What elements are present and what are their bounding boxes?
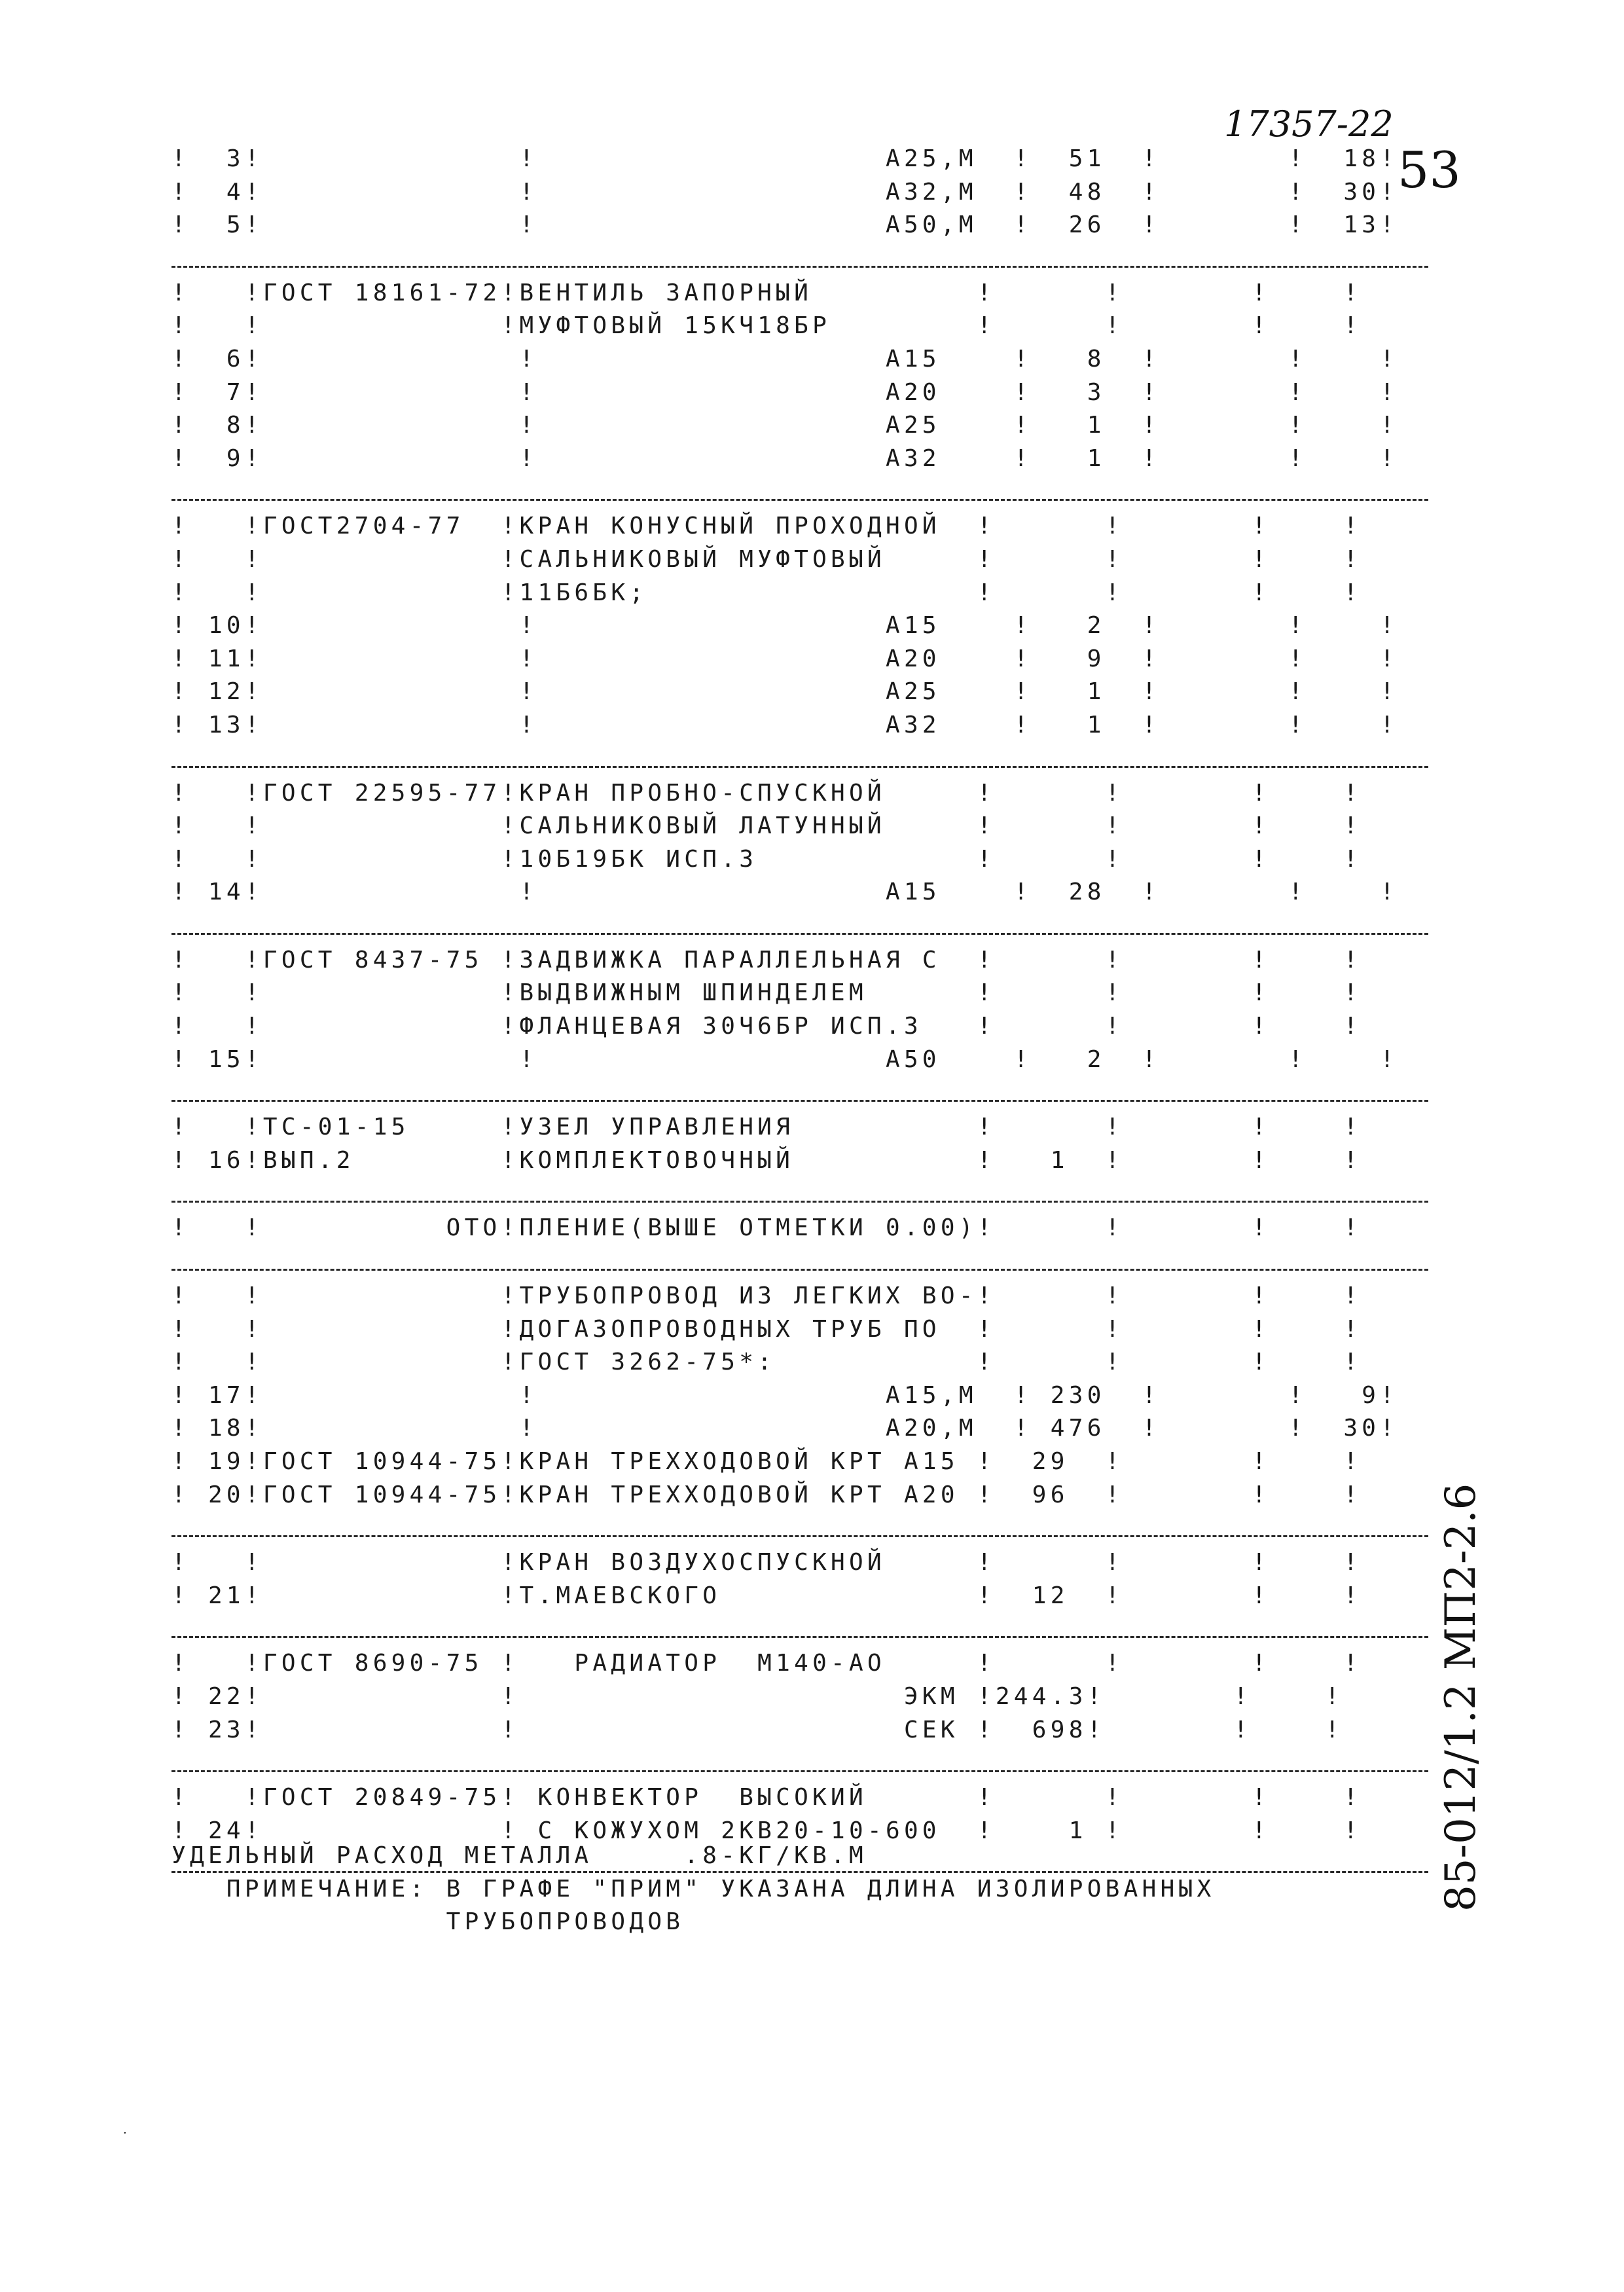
listing-row: ! !ГОСТ 8437-75 !ЗАДВИЖКА ПАРАЛЛЕЛЬНАЯ С ! ! ! ! — [171, 946, 1362, 973]
dashed-separator — [171, 1520, 1428, 1537]
listing-row: ! 10! ! А15 ! 2 ! ! ! — [171, 612, 1399, 640]
note-line: ТРУБОПРОВОДОВ — [171, 1908, 685, 1936]
listing-row: ! !ТС-01-15 !УЗЕЛ УПРАВЛЕНИЯ ! ! ! ! — [171, 1114, 1362, 1141]
listing-row: ! 19!ГОСТ 10944-75!КРАН ТРЕХХОДОВОЙ КРТ А15 ! 29 ! ! ! — [171, 1448, 1362, 1475]
listing-row: ! 12! ! А25 ! 1 ! ! ! — [171, 678, 1399, 706]
listing-footer — [171, 1840, 1428, 1939]
listing-row: ! 8! ! А25 ! 1 ! ! ! — [171, 412, 1399, 439]
listing-row: ! 9! ! А32 ! 1 ! ! ! — [171, 445, 1399, 472]
side-stamp: 85-012/1.2 МП2-2.6 — [1437, 1483, 1485, 1912]
dashed-separator — [171, 751, 1428, 768]
listing-row: ! ! ОТО!ПЛЕНИЕ(ВЫШЕ ОТМЕТКИ 0.00)! ! ! ! — [171, 1214, 1362, 1242]
dashed-separator — [171, 1755, 1428, 1772]
listing-row: ! 14! ! А15 ! 28 ! ! ! — [171, 879, 1399, 906]
listing-row: ! 5! ! А50,М ! 26 ! ! 13! — [171, 211, 1399, 239]
scan-speck: · — [123, 2126, 127, 2140]
listing-row: ! ! !КРАН ВОЗДУХОСПУСКНОЙ ! ! ! ! — [171, 1549, 1362, 1576]
listing-row: ! ! !10Б19БК ИСП.3 ! ! ! ! — [171, 845, 1362, 873]
specification-listing — [171, 143, 1428, 1882]
listing-row: ! 11! ! А20 ! 9 ! ! ! — [171, 645, 1399, 672]
listing-row: ! !ГОСТ 22595-77!КРАН ПРОБНО-СПУСКНОЙ ! ! ! ! — [171, 779, 1362, 807]
listing-row: ! !ГОСТ 8690-75 ! РАДИАТОР М140-АО ! ! ! ! — [171, 1650, 1362, 1677]
listing-row: ! ! !САЛЬНИКОВЫЙ МУФТОВЫЙ ! ! ! ! — [171, 545, 1362, 573]
listing-row: ! !ГОСТ 20849-75! КОНВЕКТОР ВЫСОКИЙ ! ! ! ! — [171, 1784, 1362, 1811]
listing-row: ! 7! ! А20 ! 3 ! ! ! — [171, 378, 1399, 406]
dashed-separator — [171, 918, 1428, 935]
dashed-separator — [171, 1621, 1428, 1638]
listing-row: ! ! !ФЛАНЦЕВАЯ 30Ч6БР ИСП.3 ! ! ! ! — [171, 1013, 1362, 1040]
handwritten-page-number: 53 — [1398, 141, 1461, 199]
handwritten-doc-number: 17357-22 — [1224, 103, 1394, 145]
listing-row: ! !ГОСТ2704-77 !КРАН КОНУСНЫЙ ПРОХОДНОЙ ! ! ! ! — [171, 513, 1362, 540]
listing-row: ! 4! ! А32,М ! 48 ! ! 30! — [171, 178, 1399, 206]
listing-row: ! 24! ! С КОЖУХОМ 2КВ20-10-600 ! 1 ! ! ! — [171, 1817, 1362, 1844]
listing-row: ! ! !ВЫДВИЖНЫМ ШПИНДЕЛЕМ ! ! ! ! — [171, 979, 1362, 1007]
listing-row: ! ! !ТРУБОПРОВОД ИЗ ЛЕГКИХ ВО-! ! ! ! — [171, 1282, 1362, 1310]
listing-row: ! 23! ! СЕК ! 698! ! ! — [171, 1716, 1344, 1743]
listing-row: ! 18! ! А20,М ! 476 ! ! 30! — [171, 1415, 1399, 1442]
listing-row: ! 3! ! А25,М ! 51 ! ! 18! — [171, 145, 1399, 172]
listing-row: ! 6! ! А15 ! 8 ! ! ! — [171, 345, 1399, 373]
listing-row: ! 16!ВЫП.2 !КОМПЛЕКТОВОЧНЫЙ ! 1 ! ! ! — [171, 1146, 1362, 1174]
listing-row: ! 17! ! А15,М ! 230 ! ! 9! — [171, 1381, 1399, 1409]
note-line: ПРИМЕЧАНИЕ: В ГРАФЕ "ПРИМ" УКАЗАНА ДЛИНА ИЗОЛИРОВАННЫХ — [171, 1875, 1216, 1902]
listing-row: ! 22! ! ЭКМ !244.3! ! ! — [171, 1683, 1344, 1710]
listing-row: ! ! !МУФТОВЫЙ 15КЧ18БР ! ! ! ! — [171, 312, 1362, 340]
metal-consumption-line: УДЕЛЬНЫЙ РАСХОД МЕТАЛЛА .8-КГ/КВ.М — [171, 1842, 868, 1869]
dashed-separator — [171, 484, 1428, 501]
listing-row: ! 20!ГОСТ 10944-75!КРАН ТРЕХХОДОВОЙ КРТ А20 ! 96 ! ! ! — [171, 1481, 1362, 1508]
listing-row: ! ! !11Б6БК; ! ! ! ! — [171, 579, 1362, 606]
dashed-separator — [171, 1186, 1428, 1203]
listing-row: ! 13! ! А32 ! 1 ! ! ! — [171, 711, 1399, 738]
dashed-separator — [171, 1254, 1428, 1271]
listing-row: ! 21! !Т.МАЕВСКОГО ! 12 ! ! ! — [171, 1582, 1362, 1609]
listing-row: ! !ГОСТ 18161-72!ВЕНТИЛЬ ЗАПОРНЫЙ ! ! ! ! — [171, 279, 1362, 306]
listing-row: ! 15! ! А50 ! 2 ! ! ! — [171, 1046, 1399, 1073]
listing-row: ! ! !САЛЬНИКОВЫЙ ЛАТУННЫЙ ! ! ! ! — [171, 812, 1362, 840]
dashed-separator — [171, 1085, 1428, 1102]
dashed-separator — [171, 251, 1428, 268]
listing-row: ! ! !ДОГАЗОПРОВОДНЫХ ТРУБ ПО ! ! ! ! — [171, 1315, 1362, 1343]
listing-row: ! ! !ГОСТ 3262-75*: ! ! ! ! — [171, 1349, 1362, 1376]
